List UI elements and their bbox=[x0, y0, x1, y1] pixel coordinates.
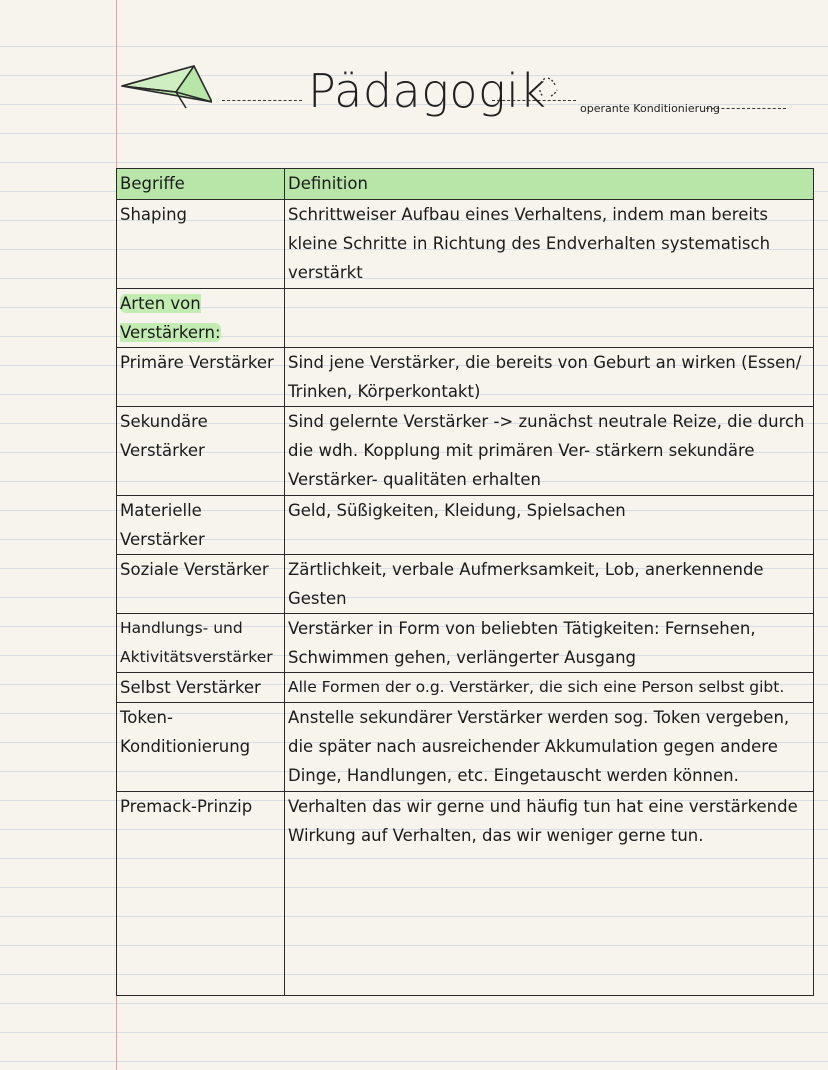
page-title: Pädagogik bbox=[308, 64, 547, 118]
table-row bbox=[117, 348, 814, 407]
table-row bbox=[117, 200, 814, 289]
table-row bbox=[117, 496, 814, 555]
definition-cell: Sind jene Verstärker, die bereits von Geburt an wirken (Essen/ Trinken, Körperkontakt) bbox=[285, 348, 814, 407]
dash-line-left bbox=[222, 100, 302, 101]
definition-cell: Sind gelernte Verstärker -> zunächst neutrale Reize, die durch die wdh. Kopplung mit primären Ver- stärkern sekundäre Verstärker- qualitäten erhalten bbox=[285, 407, 814, 496]
definition-cell: Verstärker in Form von beliebten Tätigkeiten: Fernsehen, Schwimmen gehen, verlängerter Ausgang bbox=[285, 614, 814, 673]
sparkle-icon bbox=[535, 75, 561, 101]
term-cell: Handlungs- und Aktivitätsverstärker bbox=[117, 614, 285, 673]
definition-cell: Alle Formen der o.g. Verstärker, die sich eine Person selbst gibt. bbox=[285, 673, 814, 703]
dash-line-right bbox=[706, 108, 786, 109]
section-heading: Arten von Verstärkern: bbox=[120, 294, 221, 342]
term-cell: Selbst Verstärker bbox=[117, 673, 285, 703]
paper-plane-icon bbox=[120, 62, 212, 112]
table-header-row bbox=[117, 169, 814, 200]
term-cell bbox=[117, 289, 285, 348]
page-header bbox=[0, 0, 828, 160]
table-row bbox=[117, 407, 814, 496]
table-row bbox=[117, 555, 814, 614]
table-row bbox=[117, 703, 814, 792]
table-row bbox=[117, 792, 814, 996]
definition-cell: Geld, Süßigkeiten, Kleidung, Spielsachen bbox=[285, 496, 814, 555]
definition-cell: Verhalten das wir gerne und häufig tun hat eine verstärkende Wirkung auf Verhalten, das wir weniger gerne tun. bbox=[285, 792, 814, 996]
definition-cell bbox=[285, 289, 814, 348]
table-row bbox=[117, 289, 814, 348]
definition-cell: Anstelle sekundärer Verstärker werden sog. Token vergeben, die später nach ausreichender Akkumulation gegen andere Dinge, Handlungen, etc. Eingetauscht werden können. bbox=[285, 703, 814, 792]
table-row bbox=[117, 614, 814, 673]
term-cell: Primäre Verstärker bbox=[117, 348, 285, 407]
column-header-definition: Definition bbox=[285, 169, 814, 200]
term-cell: Token- Konditionierung bbox=[117, 703, 285, 792]
definition-cell: Schrittweiser Aufbau eines Verhaltens, indem man bereits kleine Schritte in Richtung des Endverhalten systematisch verstärkt bbox=[285, 200, 814, 289]
definitions-table bbox=[116, 168, 814, 996]
definition-cell: Zärtlichkeit, verbale Aufmerksamkeit, Lob, anerkennende Gesten bbox=[285, 555, 814, 614]
column-header-terms: Begriffe bbox=[117, 169, 285, 200]
term-cell: Shaping bbox=[117, 200, 285, 289]
term-cell: Sekundäre Verstärker bbox=[117, 407, 285, 496]
page-subtitle: operante Konditionierung bbox=[580, 102, 721, 115]
term-cell: Soziale Verstärker bbox=[117, 555, 285, 614]
term-cell: Materielle Verstärker bbox=[117, 496, 285, 555]
term-cell: Premack-Prinzip bbox=[117, 792, 285, 996]
table-row bbox=[117, 673, 814, 703]
dash-line-mid bbox=[492, 100, 576, 101]
